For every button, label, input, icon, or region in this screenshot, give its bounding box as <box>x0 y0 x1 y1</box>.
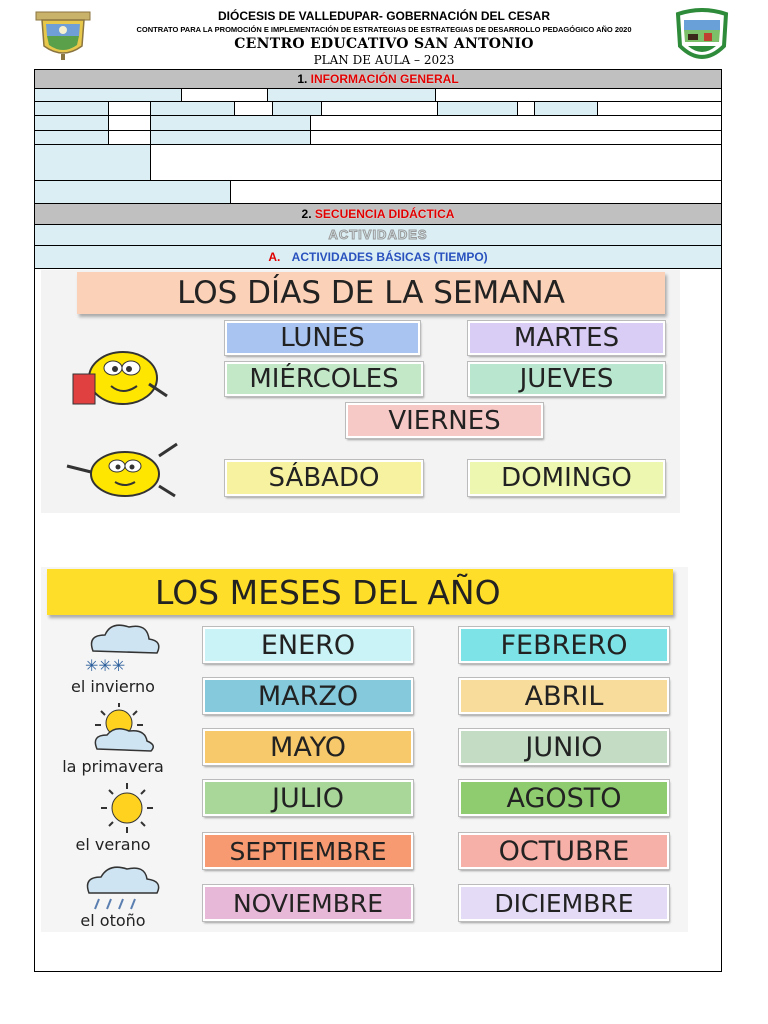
month-label: JULIO <box>272 782 344 814</box>
info-value-cell[interactable] <box>231 181 722 203</box>
activities-label: ACTIVIDADES <box>328 227 428 242</box>
info-row-1 <box>34 88 722 102</box>
month-label: FEBRERO <box>500 629 628 661</box>
month-label: NOVIEMBRE <box>232 888 384 918</box>
activity-a-title: ACTIVIDADES BÁSICAS (TIEMPO) <box>291 250 488 264</box>
section-2-title: SECUENCIA DIDÁCTICA <box>314 207 455 221</box>
sun-cloud-icon <box>71 701 171 757</box>
diocese-title: DIÓCESIS DE VALLEDUPAR- GOBERNACIÓN DEL CESAR <box>217 9 551 23</box>
info-value-cell[interactable] <box>109 102 151 115</box>
months-title-band <box>47 569 673 615</box>
info-label-cell <box>151 131 311 144</box>
info-value-cell[interactable] <box>109 131 151 144</box>
info-row-3 <box>34 115 722 131</box>
month-label: JUNIO <box>525 731 603 763</box>
rain-cloud-icon <box>75 861 171 915</box>
activity-a-row <box>34 245 722 269</box>
days-title-band <box>77 272 665 314</box>
month-label: MARZO <box>257 680 359 712</box>
day-card <box>468 460 665 496</box>
contract-subtitle: CONTRATO PARA LA PROMOCIÓN E IMPLEMENTACIÓN DE ESTRATEGIAS DE ESTRATEGIAS DE DESARROLLO PEDAGÓGICO AÑO 2020 <box>136 25 632 34</box>
month-card <box>459 833 669 869</box>
info-label-cell <box>35 131 109 144</box>
info-label-cell <box>151 116 311 130</box>
day-label: SÁBADO <box>268 463 380 493</box>
info-value-cell[interactable] <box>518 102 535 115</box>
month-label: SEPTIEMBRE <box>229 836 387 866</box>
months-of-year-panel <box>41 567 688 932</box>
info-value-cell[interactable] <box>109 116 151 130</box>
day-card <box>346 403 543 438</box>
day-label: VIERNES <box>388 405 501 436</box>
info-row-4 <box>34 130 722 145</box>
info-value-cell[interactable] <box>598 102 722 115</box>
info-label-cell <box>35 181 231 203</box>
month-label: AGOSTO <box>506 782 622 814</box>
season-label-autumn: el otoño <box>80 911 146 930</box>
month-label: ABRIL <box>524 680 604 712</box>
info-label-cell <box>151 102 235 115</box>
section-2-header <box>34 203 722 225</box>
day-label: MIÉRCOLES <box>249 364 399 394</box>
info-row-6 <box>34 180 722 204</box>
info-label-cell <box>268 89 436 101</box>
month-card <box>203 885 413 921</box>
info-row-2 <box>34 101 722 116</box>
plan-title: PLAN DE AULA – 2023 <box>313 53 455 67</box>
month-card <box>459 729 669 765</box>
season-label-summer: el verano <box>75 835 151 854</box>
info-label-cell <box>35 102 109 115</box>
info-value-cell[interactable] <box>235 102 273 115</box>
info-label-cell <box>35 89 182 101</box>
info-value-cell[interactable] <box>436 89 722 101</box>
days-title: LOS DÍAS DE LA SEMANA <box>177 275 565 311</box>
info-value-cell[interactable] <box>311 116 722 130</box>
info-label-cell <box>35 145 151 180</box>
info-label-cell <box>35 116 109 130</box>
day-label: JUEVES <box>519 364 614 394</box>
day-label: MARTES <box>513 323 620 353</box>
day-card <box>468 321 665 355</box>
info-value-cell[interactable] <box>311 131 722 144</box>
days-of-week-panel <box>41 270 680 513</box>
snow-cloud-icon <box>73 619 169 677</box>
info-label-cell <box>438 102 518 115</box>
month-card <box>459 780 669 816</box>
day-card <box>225 460 423 496</box>
cartoon-character-icon <box>63 338 173 422</box>
school-name: CENTRO EDUCATIVO SAN ANTONIO <box>234 36 534 52</box>
activities-row <box>34 224 722 246</box>
svg-text:✳✳✳: ✳✳✳ <box>85 656 126 675</box>
info-value-cell[interactable] <box>322 102 438 115</box>
activity-a-letter: A. <box>268 250 281 264</box>
month-card <box>203 678 413 714</box>
month-label: MAYO <box>270 731 346 763</box>
cartoon-character-icon <box>63 436 181 510</box>
month-card <box>459 678 669 714</box>
month-card <box>203 833 413 869</box>
day-label: DOMINGO <box>501 463 632 493</box>
sun-icon <box>85 779 169 837</box>
month-label: ENERO <box>260 629 356 661</box>
section-1-header <box>34 69 722 89</box>
season-label-winter: el invierno <box>71 677 155 696</box>
month-label: DICIEMBRE <box>494 888 634 918</box>
month-label: OCTUBRE <box>498 835 630 867</box>
month-card <box>203 627 413 663</box>
month-card <box>459 885 669 921</box>
info-value-cell[interactable] <box>151 145 722 180</box>
info-value-cell[interactable] <box>182 89 268 101</box>
season-label-spring: la primavera <box>62 757 164 776</box>
section-2-number: 2. <box>301 207 312 221</box>
day-card <box>225 321 420 355</box>
info-row-5 <box>34 144 722 181</box>
section-1-number: 1. <box>297 72 308 86</box>
months-title: LOS MESES DEL AÑO <box>155 572 501 612</box>
day-card <box>468 362 665 396</box>
day-card <box>225 362 423 396</box>
month-card <box>203 729 413 765</box>
info-label-cell <box>535 102 598 115</box>
info-label-cell <box>273 102 322 115</box>
month-card <box>459 627 669 663</box>
section-1-title: INFORMACIÓN GENERAL <box>310 72 459 86</box>
day-label: LUNES <box>280 323 365 353</box>
month-card <box>203 780 413 816</box>
